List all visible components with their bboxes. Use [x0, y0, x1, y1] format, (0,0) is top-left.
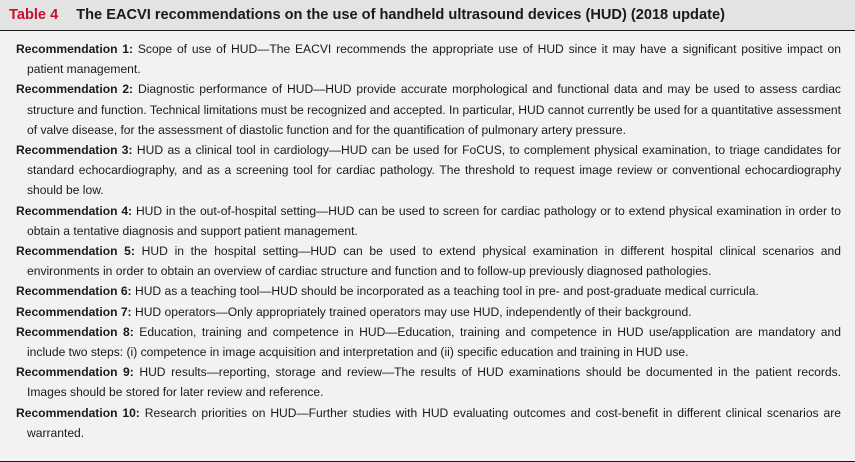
recommendation-item [16, 281, 841, 301]
recommendation-text: Research priorities on HUD—Further studies with HUD evaluating outcomes and cost-benefit in different clinical scenarios are warranted. [27, 405, 841, 440]
recommendation-item [16, 140, 841, 201]
recommendation-text: Education, training and competence in HUD—Education, training and competence in HUD use/application are mandatory and include two steps: (i) competence in image acquisition and interpretation and (ii) specific education and training in HUD use. [27, 324, 841, 360]
recommendation-text: Diagnostic performance of HUD—HUD provide accurate morphological and functional data and may be used to assess cardiac structure and function. Technical limitations must be recognized and accepted. In particular, HUD cannot currently be used for a quantitative assessment of valve disease, for the assessment of diastolic function and for the quantification of pulmonary artery pressure. [27, 82, 841, 137]
recommendation-item [16, 362, 841, 402]
recommendation-item [16, 403, 841, 443]
recommendation-text: HUD in the hospital setting—HUD can be used to extend physical examination in different hospital clinical scenarios and environments in order to obtain an overview of cardiac structure and function and to follow-up previously diagnosed pathologies. [27, 244, 841, 279]
recommendation-text: HUD operators—Only appropriately trained operators may use HUD, independently of their background. [134, 304, 692, 319]
recommendation-label: Recommendation 9: [16, 365, 134, 380]
recommendation-item [16, 302, 841, 322]
recommendation-item [16, 322, 841, 362]
recommendation-label: Recommendation 3: [16, 143, 133, 158]
recommendation-label: Recommendation 8: [16, 324, 134, 339]
recommendation-label: Recommendation 5: [16, 244, 135, 259]
recommendation-item [16, 201, 841, 241]
recommendation-label: Recommendation 10: [16, 405, 140, 420]
recommendation-label: Recommendation 6: [16, 284, 132, 299]
recommendation-text: Scope of use of HUD—The EACVI recommends the appropriate use of HUD since it may have a significant positive impact on patient management. [27, 42, 841, 77]
table-caption [0, 0, 855, 31]
recommendation-item [16, 39, 841, 79]
recommendation-item [16, 79, 841, 140]
recommendation-label: Recommendation 1: [16, 42, 134, 56]
recommendation-label: Recommendation 4: [16, 203, 133, 218]
recommendation-text: HUD as a clinical tool in cardiology—HUD can be used for FoCUS, to complement physical examination, to triage candidates for standard echocardiography, and as a screening tool for cardiac pathology. The threshold to request image review or conventional echocardiography should be low. [27, 143, 841, 198]
table-body [0, 31, 855, 462]
table-number: Table 4 [9, 7, 59, 23]
table-title: The EACVI recommendations on the use of handheld ultrasound devices (HUD) (2018 update) [76, 7, 725, 23]
recommendation-text: HUD results—reporting, storage and review—The results of HUD examinations should be documented in the patient records. Images should be stored for later review and reference. [27, 365, 841, 400]
recommendation-item [16, 241, 841, 281]
recommendation-text: HUD as a teaching tool—HUD should be incorporated as a teaching tool in pre- and post-graduate medical curricula. [134, 284, 759, 299]
recommendation-text: HUD in the out-of-hospital setting—HUD can be used to screen for cardiac pathology or to extend physical examination in order to obtain a tentative diagnosis and support patient management. [27, 203, 841, 238]
recommendation-label: Recommendation 7: [16, 304, 132, 319]
recommendation-label: Recommendation 2: [16, 82, 134, 97]
